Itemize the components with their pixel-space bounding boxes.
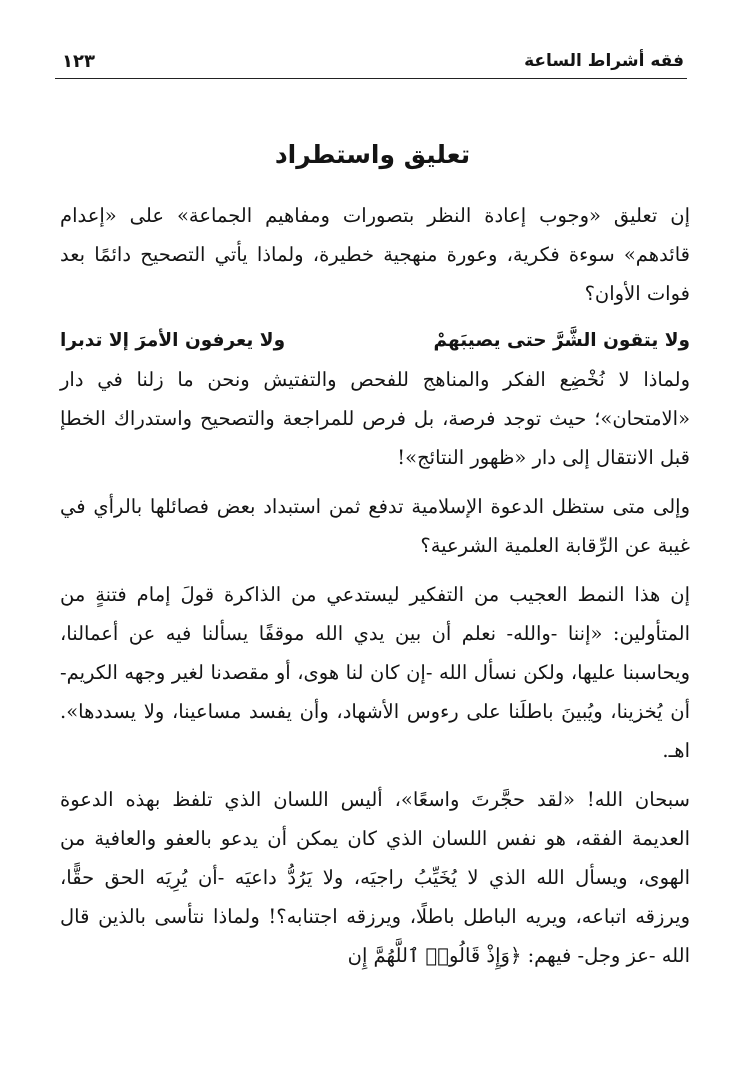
running-header-title: فقه أشراط الساعة (524, 51, 684, 71)
paragraph-3: وإلى متى ستظل الدعوة الإسلامية تدفع ثمن استبداد بعض فصائلها بالرأي في غيبة عن الرِّقابة العلمية الشرعية؟ (60, 495, 690, 557)
poetry-verse (60, 321, 690, 360)
paragraph-2: ولماذا لا نُخْضِع الفكر والمناهج للفحص والتفتيش ونحن ما زلنا في دار «الامتحان»؛ حيث توجد فرصة، بل فرص للمراجعة والتصحيح واستدراك الخطإ قبل الانتقال إلى دار «ظهور النتائج»! (60, 368, 690, 469)
paragraph-4: إن هذا النمط العجيب من التفكير ليستدعي من الذاكرة قولَ إمام فتنةٍ من المتأولين: «إننا -والله- نعلم أن بين يدي الله موقفًا يسألنا فيه عن أعمالنا، ويحاسبنا عليها، ولكن نسأل الله -إن كان لنا هوى، أو مقصدنا لغير وجهه الكريم- أن يُخزينا، ويُبينَ باطلَنا على رءوس الأشهاد، وأن يفسد مساعينا، ولا يسددها». اهـ. (60, 583, 690, 762)
verse-first-hemistich: ولا يتقون الشَّرَّ حتى يصيبَهمْ (433, 330, 690, 351)
body-text (60, 196, 690, 975)
verse-second-hemistich: ولا يعرفون الأمرَ إلا تدبرا (60, 330, 286, 351)
paragraph-1: إن تعليق «وجوب إعادة النظر بتصورات ومفاهيم الجماعة» على «إعدام قائدهم» سوءة فكرية، وعورة منهجية خطيرة، ولماذا يأتي التصحيح دائمًا بعد فوات الأوان؟ (60, 204, 690, 305)
header-divider (55, 78, 687, 79)
running-header (62, 46, 684, 76)
paragraph-5: سبحان الله! «لقد حجَّرتَ واسعًا»، أليس اللسان الذي تلفظ بهذه الدعوة العديمة الفقه، هو نفس اللسان الذي كان يمكن أن يدعو بالعفو والعافية من الهوى، ويسأل الله الذي لا يُخَيِّبُ راجيَه، ولا يَرُدُّ داعيَه -أن يُرِيَه الحق حقًّا، ويرزقه اتباعه، ويريه الباطل باطلًا، ويرزقه اجتنابه؟! ولماذا نتأسى بالذين قال الله -عز وجل- فيهم: ﴿وَإِذْ قَالُوا۟ ٱللَّهُمَّ إِن (60, 788, 690, 967)
section-heading: تعليق واستطراد (274, 140, 471, 169)
page-number: ١٢٣ (62, 50, 95, 72)
